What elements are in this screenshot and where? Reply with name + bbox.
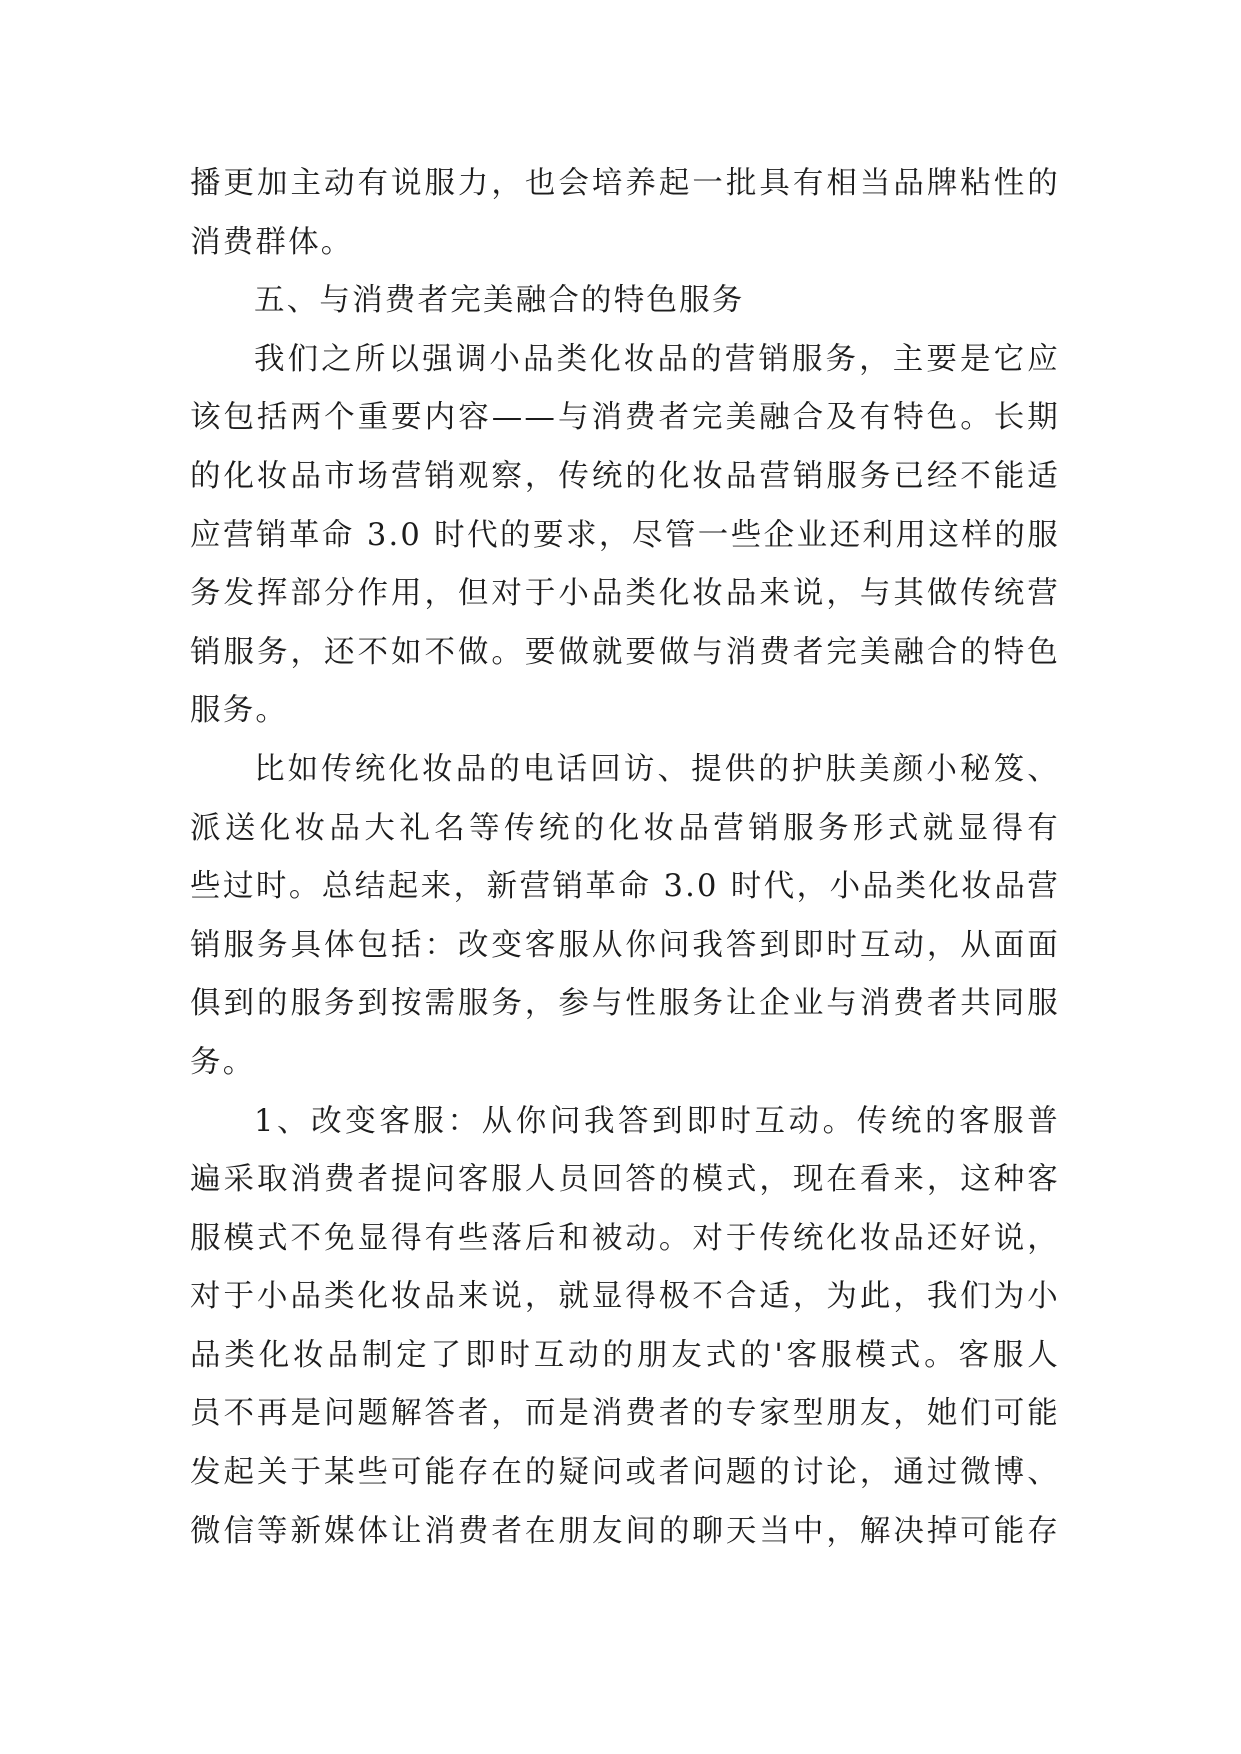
text-line: 应营销革命 3.0 时代的要求，尽管一些企业还利用这样的服 bbox=[190, 517, 1060, 553]
text-line: 俱到的服务到按需服务，参与性服务让企业与消费者共同服 bbox=[190, 986, 1060, 1022]
text-line: 服模式不免显得有些落后和被动。对于传统化妆品还好说， bbox=[190, 1220, 1060, 1256]
text-line: 品类化妆品制定了即时互动的朋友式的'客服模式。客服人 bbox=[190, 1337, 1060, 1373]
text-line: 消费群体。 bbox=[190, 224, 354, 260]
text-line: 1、改变客服：从你问我答到即时互动。传统的客服普 bbox=[254, 1103, 1060, 1139]
text-line: 销服务具体包括：改变客服从你问我答到即时互动，从面面 bbox=[190, 927, 1060, 963]
text-line: 员不再是问题解答者，而是消费者的专家型朋友，她们可能 bbox=[190, 1396, 1060, 1432]
text-line: 务。 bbox=[190, 1044, 256, 1080]
text-line: 微信等新媒体让消费者在朋友间的聊天当中，解决掉可能存 bbox=[190, 1513, 1060, 1549]
text-line: 的化妆品市场营销观察，传统的化妆品营销服务已经不能适 bbox=[190, 458, 1060, 494]
document-body bbox=[190, 155, 1060, 1561]
text-line: 对于小品类化妆品来说，就显得极不合适，为此，我们为小 bbox=[190, 1279, 1060, 1315]
text-line: 些过时。总结起来，新营销革命 3.0 时代，小品类化妆品营 bbox=[190, 869, 1060, 905]
text-line: 遍采取消费者提问客服人员回答的模式，现在看来，这种客 bbox=[190, 1162, 1060, 1198]
text-line: 销服务，还不如不做。要做就要做与消费者完美融合的特色 bbox=[190, 634, 1060, 670]
text-line: 播更加主动有说服力，也会培养起一批具有相当品牌粘性的 bbox=[190, 166, 1060, 201]
text-line: 五、与消费者完美融合的特色服务 bbox=[254, 283, 745, 319]
text-line: 派送化妆品大礼名等传统的化妆品营销服务形式就显得有 bbox=[190, 810, 1060, 846]
text-line: 发起关于某些可能存在的疑问或者问题的讨论，通过微博、 bbox=[190, 1455, 1060, 1491]
text-line: 务发挥部分作用，但对于小品类化妆品来说，与其做传统营 bbox=[190, 576, 1060, 612]
text-line: 我们之所以强调小品类化妆品的营销服务，主要是它应 bbox=[254, 341, 1060, 377]
text-line: 该包括两个重要内容——与消费者完美融合及有特色。长期 bbox=[190, 400, 1060, 436]
text-line: 比如传统化妆品的电话回访、提供的护肤美颜小秘笈、 bbox=[254, 751, 1060, 787]
text-line: 服务。 bbox=[190, 693, 289, 729]
